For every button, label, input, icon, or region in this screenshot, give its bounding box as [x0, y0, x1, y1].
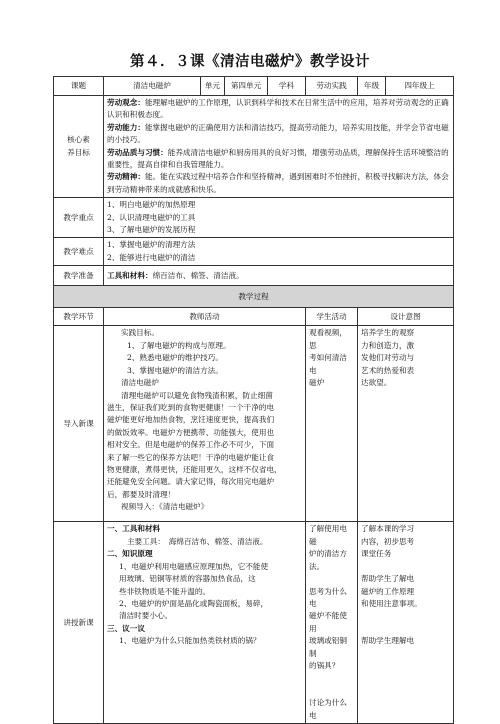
- teacher-activity-line: 2、熟悉电磁炉的维护技巧。: [127, 353, 223, 363]
- teacher-activity-line: 3、掌握电磁炉的清洁方法。: [127, 365, 223, 375]
- design-intent-line: 帮助学生了解电: [361, 574, 415, 584]
- goal-key: 劳动能力：: [107, 122, 145, 132]
- difficulty-item: 2、能够进行电磁炉的清洁: [107, 252, 196, 262]
- difficulty-item: 1、掌握电磁炉的清理方法: [107, 240, 196, 250]
- goal-item: [107, 97, 450, 122]
- teacher-activity-line: 清洁时要小心。: [119, 611, 173, 621]
- process-section-title: 教学过程: [54, 286, 454, 308]
- teacher-activity-line: 物更健康，煮得更快，还能用更久，这样不仅省电，: [107, 464, 282, 474]
- difficulty-content: [104, 238, 454, 266]
- goal-text: 能。能在实践过程中培养合作和坚持精神，遇到困难时不怕挫折，积极寻找解决方法，体会到劳动精神带来的成就感和快乐。: [107, 172, 449, 194]
- goals-label-line-1: 核心素: [67, 135, 90, 145]
- student-activity-line: 观看视频，思: [309, 328, 347, 350]
- teacher-activity-line: 清理电磁炉可以避免食物残渣积累，防止细菌: [121, 390, 273, 400]
- col-student-header: 学生活动: [306, 308, 358, 326]
- design-intent-line: 力和创造力，激: [361, 340, 415, 350]
- design-intent-line: 帮助学生理解电: [361, 636, 415, 646]
- unit-value: 第四单元: [225, 77, 268, 96]
- subject-value: 劳动实践: [306, 77, 358, 96]
- teacher-activity-line: 用玻璃、铝铜等材质的容器加热食品，这: [119, 574, 256, 584]
- design-intent-line: 达欲望。: [361, 378, 392, 388]
- grade-value: 四年级上: [386, 77, 454, 96]
- lecture-student-activity: [306, 522, 358, 724]
- grade-label: 年级: [358, 77, 386, 96]
- focus-item: 2、认识清理电磁炉的工具: [107, 212, 196, 222]
- focus-content: [104, 198, 454, 238]
- teacher-activity-line: 主要工具： 海绵百洁布、棉签、清洁液。: [127, 536, 268, 546]
- goal-text: 能理解电磁炉的工作原理，认识到科学和技术在日常生活中的应用，培养对劳动观念的正确认识和积极态度。: [107, 98, 449, 120]
- student-activity-line: 玻璃或铝铜制: [309, 636, 347, 658]
- student-activity-line: 讨论为什么电: [309, 698, 347, 720]
- design-intent-line: 艺术的热爱和表: [361, 365, 415, 375]
- teacher-activity-line: 些非铁物质是不能升温的。: [119, 586, 211, 596]
- lecture-teacher-activity: [104, 522, 306, 724]
- student-activity-line: [309, 672, 354, 684]
- col-intent-header: 设计意图: [358, 308, 454, 326]
- student-activity-line: 磁炉: [309, 378, 325, 388]
- teacher-activity-line: 后，都要及时清理！: [107, 489, 176, 499]
- page-title: 第４．３课《清洁电磁炉》教学设计: [130, 54, 370, 70]
- prep-label: 教学准备: [54, 266, 104, 286]
- prep-key: 工具和材料：: [107, 270, 153, 280]
- goal-item: [107, 171, 450, 196]
- focus-item: 1、明白电磁炉的加热原理: [107, 200, 196, 210]
- goals-label: [54, 96, 104, 198]
- design-intent-line: 培养学生的观察: [361, 328, 415, 338]
- teacher-activity-line: 视频导入：《清洁电磁炉》: [121, 502, 209, 512]
- topic-label: 课题: [54, 77, 104, 96]
- design-intent-line: [361, 623, 450, 635]
- goal-item: [107, 147, 450, 172]
- teacher-activity-line: 的做饭效率。电磁炉方便携带、功能强大，使用也: [107, 427, 275, 437]
- teacher-activity-line: 相对安全。但是电磁炉的保养工作必不可少，下面: [107, 440, 275, 450]
- goal-key: 劳动精神：: [107, 172, 145, 182]
- teacher-activity-line: 2、电磁炉的炉面是晶化或陶瓷面板，易碎，: [119, 598, 269, 608]
- col-teacher-header: 教师活动: [104, 308, 306, 326]
- goals-content: [104, 96, 454, 198]
- teacher-activity-line: 一、工具和材料: [107, 524, 161, 534]
- focus-item: 3、了解电磁炉的发展历程: [107, 225, 196, 235]
- intro-student-activity: [306, 326, 358, 522]
- unit-label: 单元: [201, 77, 225, 96]
- goal-text: 能养成清洁电磁炉和厨房用具的良好习惯，增强劳动品质，理解保持生活环境整洁的重要性，提高自律和自我管理能力。: [107, 147, 449, 170]
- teacher-activity-line: 清洁电磁炉: [121, 378, 159, 388]
- goal-key: 劳动品质与习惯：: [107, 147, 168, 157]
- design-intent-line: 发他们对劳动与: [361, 353, 415, 363]
- prep-content: [104, 266, 454, 286]
- teacher-activity-line: 滋生，保证我们吃到的食物更健康！一个干净的电: [107, 402, 275, 412]
- goal-text: 能掌握电磁炉的正确使用方法和清洁技巧，提高劳动能力，培养实用技能，并学会节省电磁的小技巧。: [107, 122, 449, 145]
- goal-item: [107, 122, 450, 147]
- student-activity-line: [309, 685, 354, 697]
- student-activity-line: 磁炉不能使用: [309, 611, 347, 633]
- student-activity-line: 的锅具？: [309, 660, 340, 670]
- subject-label: 学科: [268, 77, 306, 96]
- lecture-design-intent: [358, 522, 454, 724]
- lecture-step: 讲授新课: [54, 522, 104, 724]
- lesson-plan-table: [53, 76, 454, 724]
- student-activity-line: [309, 573, 354, 585]
- student-activity-line: 考如何清洁电: [309, 353, 347, 375]
- teacher-activity-line: 二、知识原理: [107, 549, 153, 559]
- teacher-activity-line: 三、议一议: [107, 623, 145, 633]
- teacher-activity-line: 磁炉能更好地加热食物，烹饪速度更快，提高我们: [107, 415, 275, 425]
- student-activity-line: 思考为什么电: [309, 586, 347, 608]
- design-intent-line: 和使用注意事项。: [361, 598, 422, 608]
- topic-value: 清洁电磁炉: [104, 77, 201, 96]
- design-intent-line: 内容，初步思考: [361, 536, 415, 546]
- teacher-activity-line: 1、了解电磁炉的构成与原理。: [127, 340, 231, 350]
- student-activity-line: 炉的清洁方法。: [309, 549, 347, 571]
- design-intent-line: [361, 561, 450, 573]
- teacher-activity-line: 实践目标。: [121, 328, 159, 338]
- teacher-activity-line: 1、电磁炉为什么只能加热类铁材质的锅？: [119, 636, 261, 646]
- focus-label: 教学重点: [54, 198, 104, 238]
- intro-teacher-activity: [104, 326, 306, 522]
- prep-text: 绵百洁布、棉签、清洁液。: [152, 270, 244, 280]
- goals-label-line-2: 养目标: [67, 147, 90, 157]
- teacher-activity-line: 还能避免安全问题。请大家记得，每次用完电磁炉: [107, 477, 275, 487]
- intro-step: 导入新课: [54, 326, 104, 522]
- teacher-activity-line: 来了解一些它的保养方法吧！干净的电磁炉能让食: [107, 452, 275, 462]
- intro-design-intent: [358, 326, 454, 522]
- design-intent-line: 磁炉的工作原理: [361, 586, 415, 596]
- design-intent-line: 了解本课的学习: [361, 524, 415, 534]
- col-step-header: 教学环节: [54, 308, 104, 326]
- difficulty-label: 教学难点: [54, 238, 104, 266]
- teacher-activity-line: 1、电磁炉利用电磁感应原理加热，它不能使: [119, 561, 269, 571]
- student-activity-line: 了解使用电磁: [309, 524, 347, 546]
- goal-key: 劳动观念：: [107, 98, 145, 107]
- design-intent-line: 课堂任务: [361, 549, 392, 559]
- design-intent-line: [361, 610, 450, 622]
